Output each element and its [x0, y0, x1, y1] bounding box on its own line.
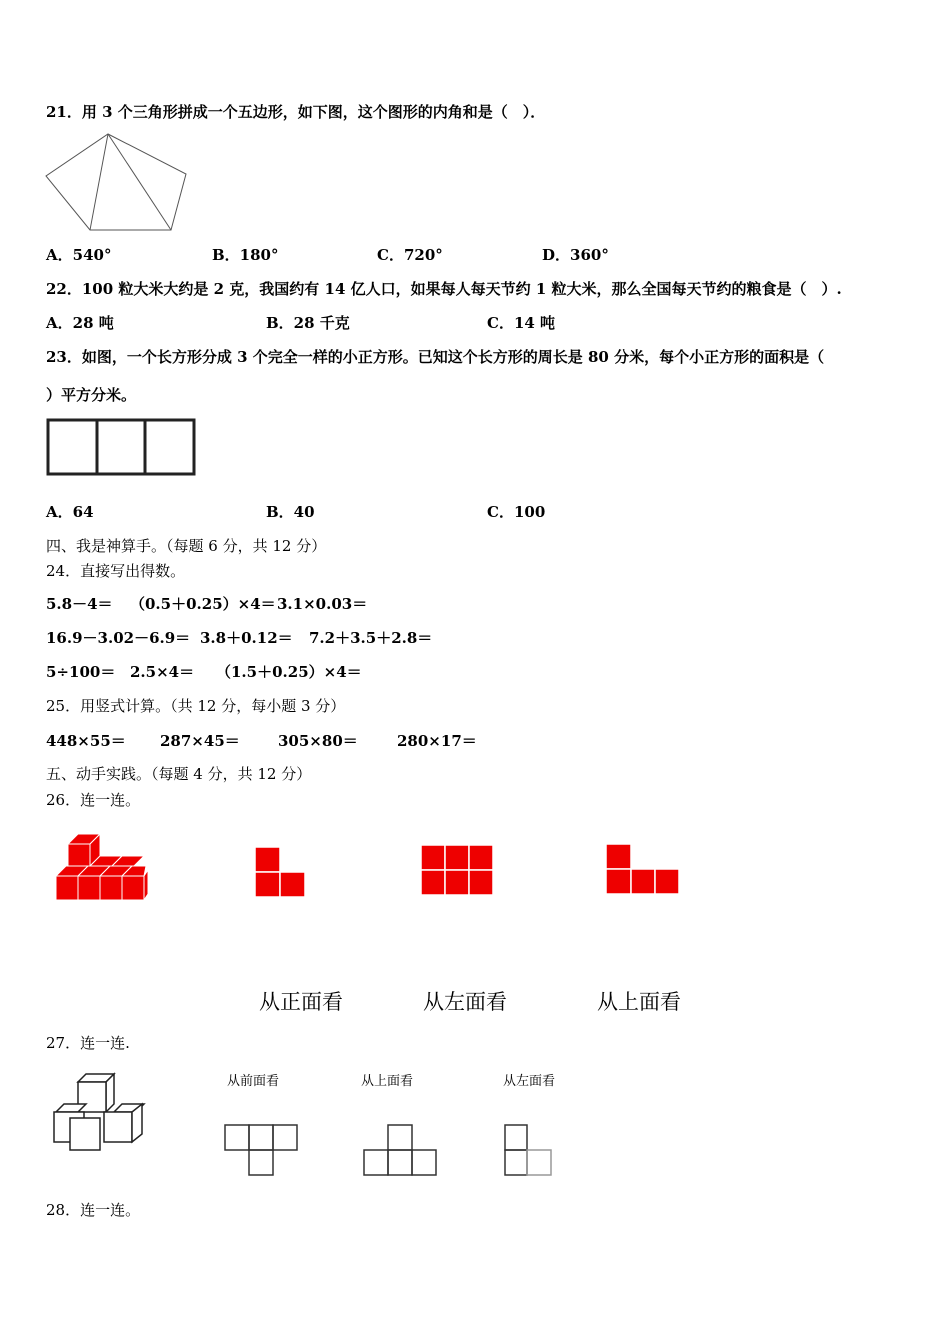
q21-option-c[interactable]: C．720° [377, 246, 443, 264]
q24-item: 2.5×4＝ [130, 663, 195, 681]
q21-option-a[interactable]: A．540° [46, 246, 112, 264]
q21-option-b[interactable]: B．180° [212, 246, 279, 264]
q22-option-c[interactable]: C．14 吨 [487, 314, 556, 332]
red-l-shape-small [254, 846, 306, 898]
q24-item: （1.5＋0.25）×4＝ [216, 663, 362, 681]
q27-label-left: 从左面看 [503, 1074, 556, 1089]
q23-stem-line1: 23．如图，一个长方形分成 3 个完全一样的小正方形。已知这个长方形的周长是 80 分米，每个小正方形的面积是（ [46, 348, 825, 366]
section4-title: 四、我是神算手。（每题 6 分，共 12 分） [46, 537, 327, 555]
q25-item: 305×80＝ [278, 732, 358, 750]
red-cube-stack-figure [52, 830, 150, 906]
pentagon-figure [44, 132, 189, 234]
three-squares-figure [46, 418, 196, 476]
q27-label-top: 从上面看 [361, 1074, 414, 1089]
q25-item: 287×45＝ [160, 732, 240, 750]
q23-stem-line2: ）平方分米。 [46, 386, 137, 404]
cube-stack-outline-figure [50, 1072, 148, 1154]
q23-option-a[interactable]: A．64 [46, 503, 94, 521]
inverted-t-shape-view [363, 1124, 439, 1176]
q24-item: 3.8＋0.12＝ [200, 629, 293, 647]
q21-option-d[interactable]: D．360° [542, 246, 609, 264]
q24-item: 5.8－4＝ [46, 595, 113, 613]
red-grid-2x3 [420, 844, 494, 896]
q24-stem: 24．直接写出得数。 [46, 562, 186, 580]
q22-option-b[interactable]: B．28 千克 [266, 314, 350, 332]
q23-option-b[interactable]: B．40 [266, 503, 315, 521]
q25-item: 280×17＝ [397, 732, 477, 750]
q25-stem: 25．用竖式计算。（共 12 分，每小题 3 分） [46, 697, 346, 715]
q26-label-top: 从上面看 [597, 990, 681, 1014]
q27-stem: 27．连一连. [46, 1034, 130, 1052]
q26-label-left: 从左面看 [423, 990, 507, 1014]
q23-option-c[interactable]: C．100 [487, 503, 546, 521]
q24-item: 5÷100＝ [46, 663, 116, 681]
q25-item: 448×55＝ [46, 732, 126, 750]
q28-stem: 28．连一连。 [46, 1201, 141, 1219]
q26-label-front: 从正面看 [259, 990, 343, 1014]
q24-item: （0.5＋0.25）×4＝ [130, 595, 276, 613]
q24-item: 16.9－3.02－6.9＝ [46, 629, 191, 647]
t-shape-view [224, 1124, 300, 1176]
q27-label-front: 从前面看 [227, 1074, 280, 1089]
l-shape-view [503, 1124, 555, 1176]
section5-title: 五、动手实践。（每题 4 分，共 12 分） [46, 765, 312, 783]
q21-stem: 21．用 3 个三角形拼成一个五边形，如下图，这个图形的内角和是（ ）． [46, 103, 546, 121]
q22-stem: 22．100 粒大米大约是 2 克，我国约有 14 亿人口，如果每人每天节约 1 粒大米，那么全国每天节约的粮食是（ ）. [46, 280, 842, 298]
red-l-shape-long [605, 843, 681, 895]
q26-stem: 26．连一连。 [46, 791, 141, 809]
q22-option-a[interactable]: A．28 吨 [46, 314, 114, 332]
q24-item: 3.1×0.03＝ [277, 595, 368, 613]
q24-item: 7.2＋3.5＋2.8＝ [309, 629, 433, 647]
